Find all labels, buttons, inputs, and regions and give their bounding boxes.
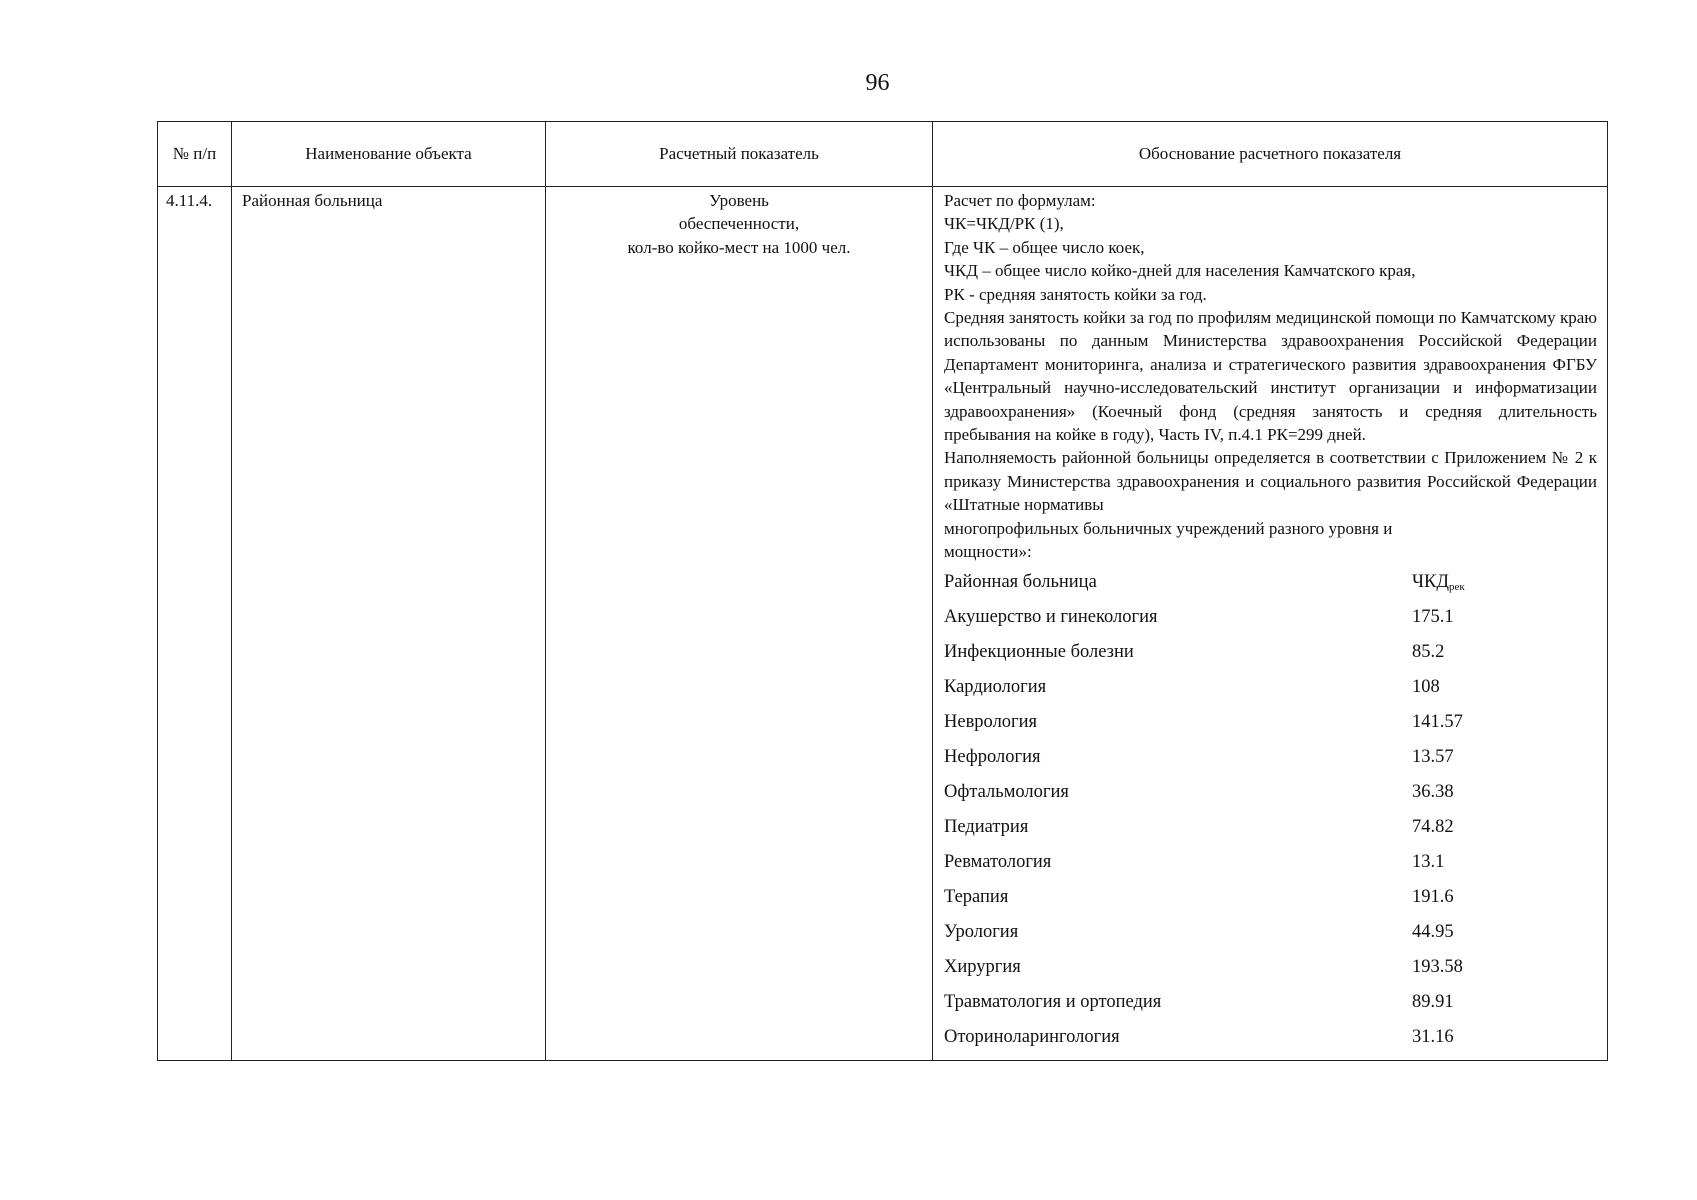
header-basis: Обоснование расчетного показателя <box>933 122 1608 187</box>
profile-value: 141.57 <box>1412 711 1463 732</box>
chkd-table <box>944 570 1597 1060</box>
profile-name: Неврология <box>944 711 1038 732</box>
chkd-label: ЧКД <box>1412 571 1449 592</box>
table-row <box>944 675 1597 710</box>
profile-name: Урология <box>944 921 1019 942</box>
profile-name: Ревматология <box>944 851 1052 872</box>
chkd-header-value <box>1412 570 1597 605</box>
profile-name: Хирургия <box>944 956 1021 977</box>
table-row <box>944 640 1597 675</box>
indicator-line: обеспеченности, <box>678 214 800 234</box>
formula: ЧК=ЧКД/РК (1), <box>944 214 1064 234</box>
profile-value: 31.16 <box>1412 1026 1454 1047</box>
table-row <box>944 990 1597 1025</box>
table-row <box>944 605 1597 640</box>
capacity-paragraph: Наполняемость районной больницы определяется в соответствии с Приложением № 2 к приказу Министерства здравоохранения и социального развития Российской Федерации «Штатные нормативы <box>944 448 1597 515</box>
formula-definition: Где ЧК – общее число коек, <box>944 237 1145 257</box>
chkd-header-name: Районная больница <box>944 571 1097 592</box>
table-row <box>944 920 1597 955</box>
capacity-paragraph-tail: многопрофильных больничных учреждений разного уровня и <box>944 518 1393 538</box>
chkd-subscript: рек <box>1448 580 1465 593</box>
profile-value: 89.91 <box>1412 991 1454 1012</box>
row-number: 4.11.4. <box>158 187 232 1061</box>
indicator-cell <box>546 187 933 1061</box>
profile-value: 13.57 <box>1412 746 1454 767</box>
chkd-header-row <box>944 570 1597 605</box>
basis-cell <box>933 187 1608 1061</box>
formula-definition: РК - средняя занятость койки за год. <box>944 284 1207 304</box>
table-row <box>944 1025 1597 1060</box>
profile-value: 175.1 <box>1412 606 1454 627</box>
table-row <box>944 780 1597 815</box>
profile-value: 36.38 <box>1412 781 1454 802</box>
header-indicator: Расчетный показатель <box>546 122 933 187</box>
profile-value: 74.82 <box>1412 816 1454 837</box>
formula-definition: ЧКД – общее число койко-дней для населения Камчатского края, <box>944 261 1416 281</box>
profile-value: 193.58 <box>1412 956 1463 977</box>
profile-value: 108 <box>1412 676 1440 697</box>
object-name: Районная больница <box>232 187 546 1061</box>
formula-intro: Расчет по формулам: <box>944 191 1096 210</box>
table-row <box>944 955 1597 990</box>
capacity-paragraph-tail: мощности»: <box>944 542 1032 562</box>
profile-name: Офтальмология <box>944 781 1069 802</box>
profile-name: Кардиология <box>944 676 1047 697</box>
profile-name: Акушерство и гинекология <box>944 606 1158 627</box>
table-row <box>944 850 1597 885</box>
profile-name: Инфекционные болезни <box>944 641 1134 662</box>
profile-name: Педиатрия <box>944 816 1029 837</box>
occupancy-paragraph: Средняя занятость койки за год по профилям медицинской помощи по Камчатскому краю использованы по данным Министерства здравоохранения Российской Федерации Департамент мониторинга, анализа и стратегического развития здравоохранения ФГБУ «Центральный научно-исследовательский институт организации и информатизации здравоохранения» (Коечный фонд (средняя занятость и средняя длительность пребывания на койке в году), Часть IV, п.4.1 РК=299 дней. <box>944 308 1597 445</box>
table-row <box>944 815 1597 850</box>
table-row <box>944 745 1597 780</box>
table-row <box>944 710 1597 745</box>
profile-name: Нефрология <box>944 746 1041 767</box>
table-row <box>158 187 1608 1061</box>
indicator-line: Уровень <box>709 191 769 210</box>
page-number: 96 <box>865 70 890 96</box>
profile-value: 191.6 <box>1412 886 1454 907</box>
table-row <box>944 885 1597 920</box>
profile-name: Терапия <box>944 886 1009 907</box>
indicator-line: кол-во койко-мест на 1000 чел. <box>627 237 851 257</box>
profile-value: 85.2 <box>1412 641 1445 662</box>
profile-name: Травматология и ортопедия <box>944 991 1162 1012</box>
header-number: № п/п <box>158 122 232 187</box>
header-object-name: Наименование объекта <box>232 122 546 187</box>
standards-table <box>157 121 1608 1061</box>
table-header-row <box>158 122 1608 187</box>
profile-value: 13.1 <box>1412 851 1445 872</box>
profile-name: Оториноларингология <box>944 1026 1120 1047</box>
profile-value: 44.95 <box>1412 921 1454 942</box>
